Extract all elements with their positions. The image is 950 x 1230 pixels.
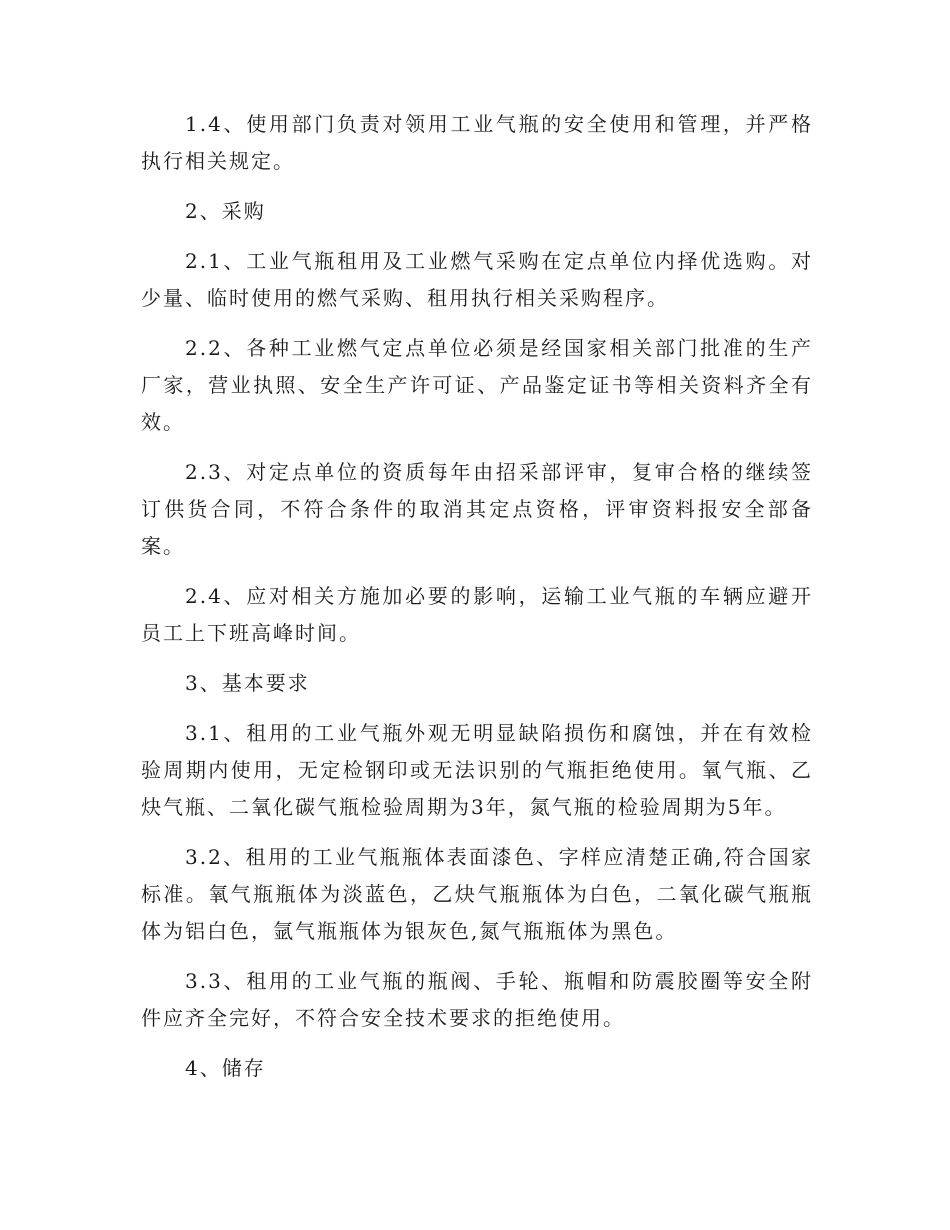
paragraph-2-4: 2.4、应对相关方施加必要的影响，运输工业气瓶的车辆应避开员工上下班高峰时间。 <box>141 584 813 645</box>
section-heading-3: 3、基本要求 <box>185 671 310 695</box>
paragraph-2-2: 2.2、各种工业燃气定点单位必须是经国家相关部门批准的生产厂家，营业执照、安全生产许可证、产品鉴定证书等相关资料齐全有效。 <box>141 336 813 434</box>
paragraph-2-3: 2.3、对定点单位的资质每年由招采部评审，复审合格的继续签订供货合同，不符合条件的取消其定点资格，评审资料报安全部备案。 <box>141 460 813 558</box>
paragraph-1-4: 1.4、使用部门负责对领用工业气瓶的安全使用和管理，并严格执行相关规定。 <box>141 112 813 173</box>
section-heading-2: 2、采购 <box>185 199 266 223</box>
paragraph-3-3: 3.3、租用的工业气瓶的瓶阀、手轮、瓶帽和防震胶圈等安全附件应齐全完好，不符合安全技术要求的拒绝使用。 <box>141 969 813 1030</box>
paragraph-3-2: 3.2、租用的工业气瓶瓶体表面漆色、字样应清楚正确,符合国家标准。氧气瓶瓶体为淡蓝色，乙炔气瓶瓶体为白色，二氧化碳气瓶瓶体为铝白色，氩气瓶瓶体为银灰色,氮气瓶瓶体为黑色。 <box>141 845 813 943</box>
paragraph-3-1: 3.1、租用的工业气瓶外观无明显缺陷损伤和腐蚀，并在有效检验周期内使用，无定检钢印或无法识别的气瓶拒绝使用。氧气瓶、乙炔气瓶、二氧化碳气瓶检验周期为3年，氮气瓶的检验周期为5年。 <box>141 721 813 819</box>
paragraph-2-1: 2.1、工业气瓶租用及工业燃气采购在定点单位内择优选购。对少量、临时使用的燃气采购、租用执行相关采购程序。 <box>141 249 813 310</box>
document-body <box>141 106 813 1100</box>
section-heading-4: 4、储存 <box>185 1056 266 1080</box>
